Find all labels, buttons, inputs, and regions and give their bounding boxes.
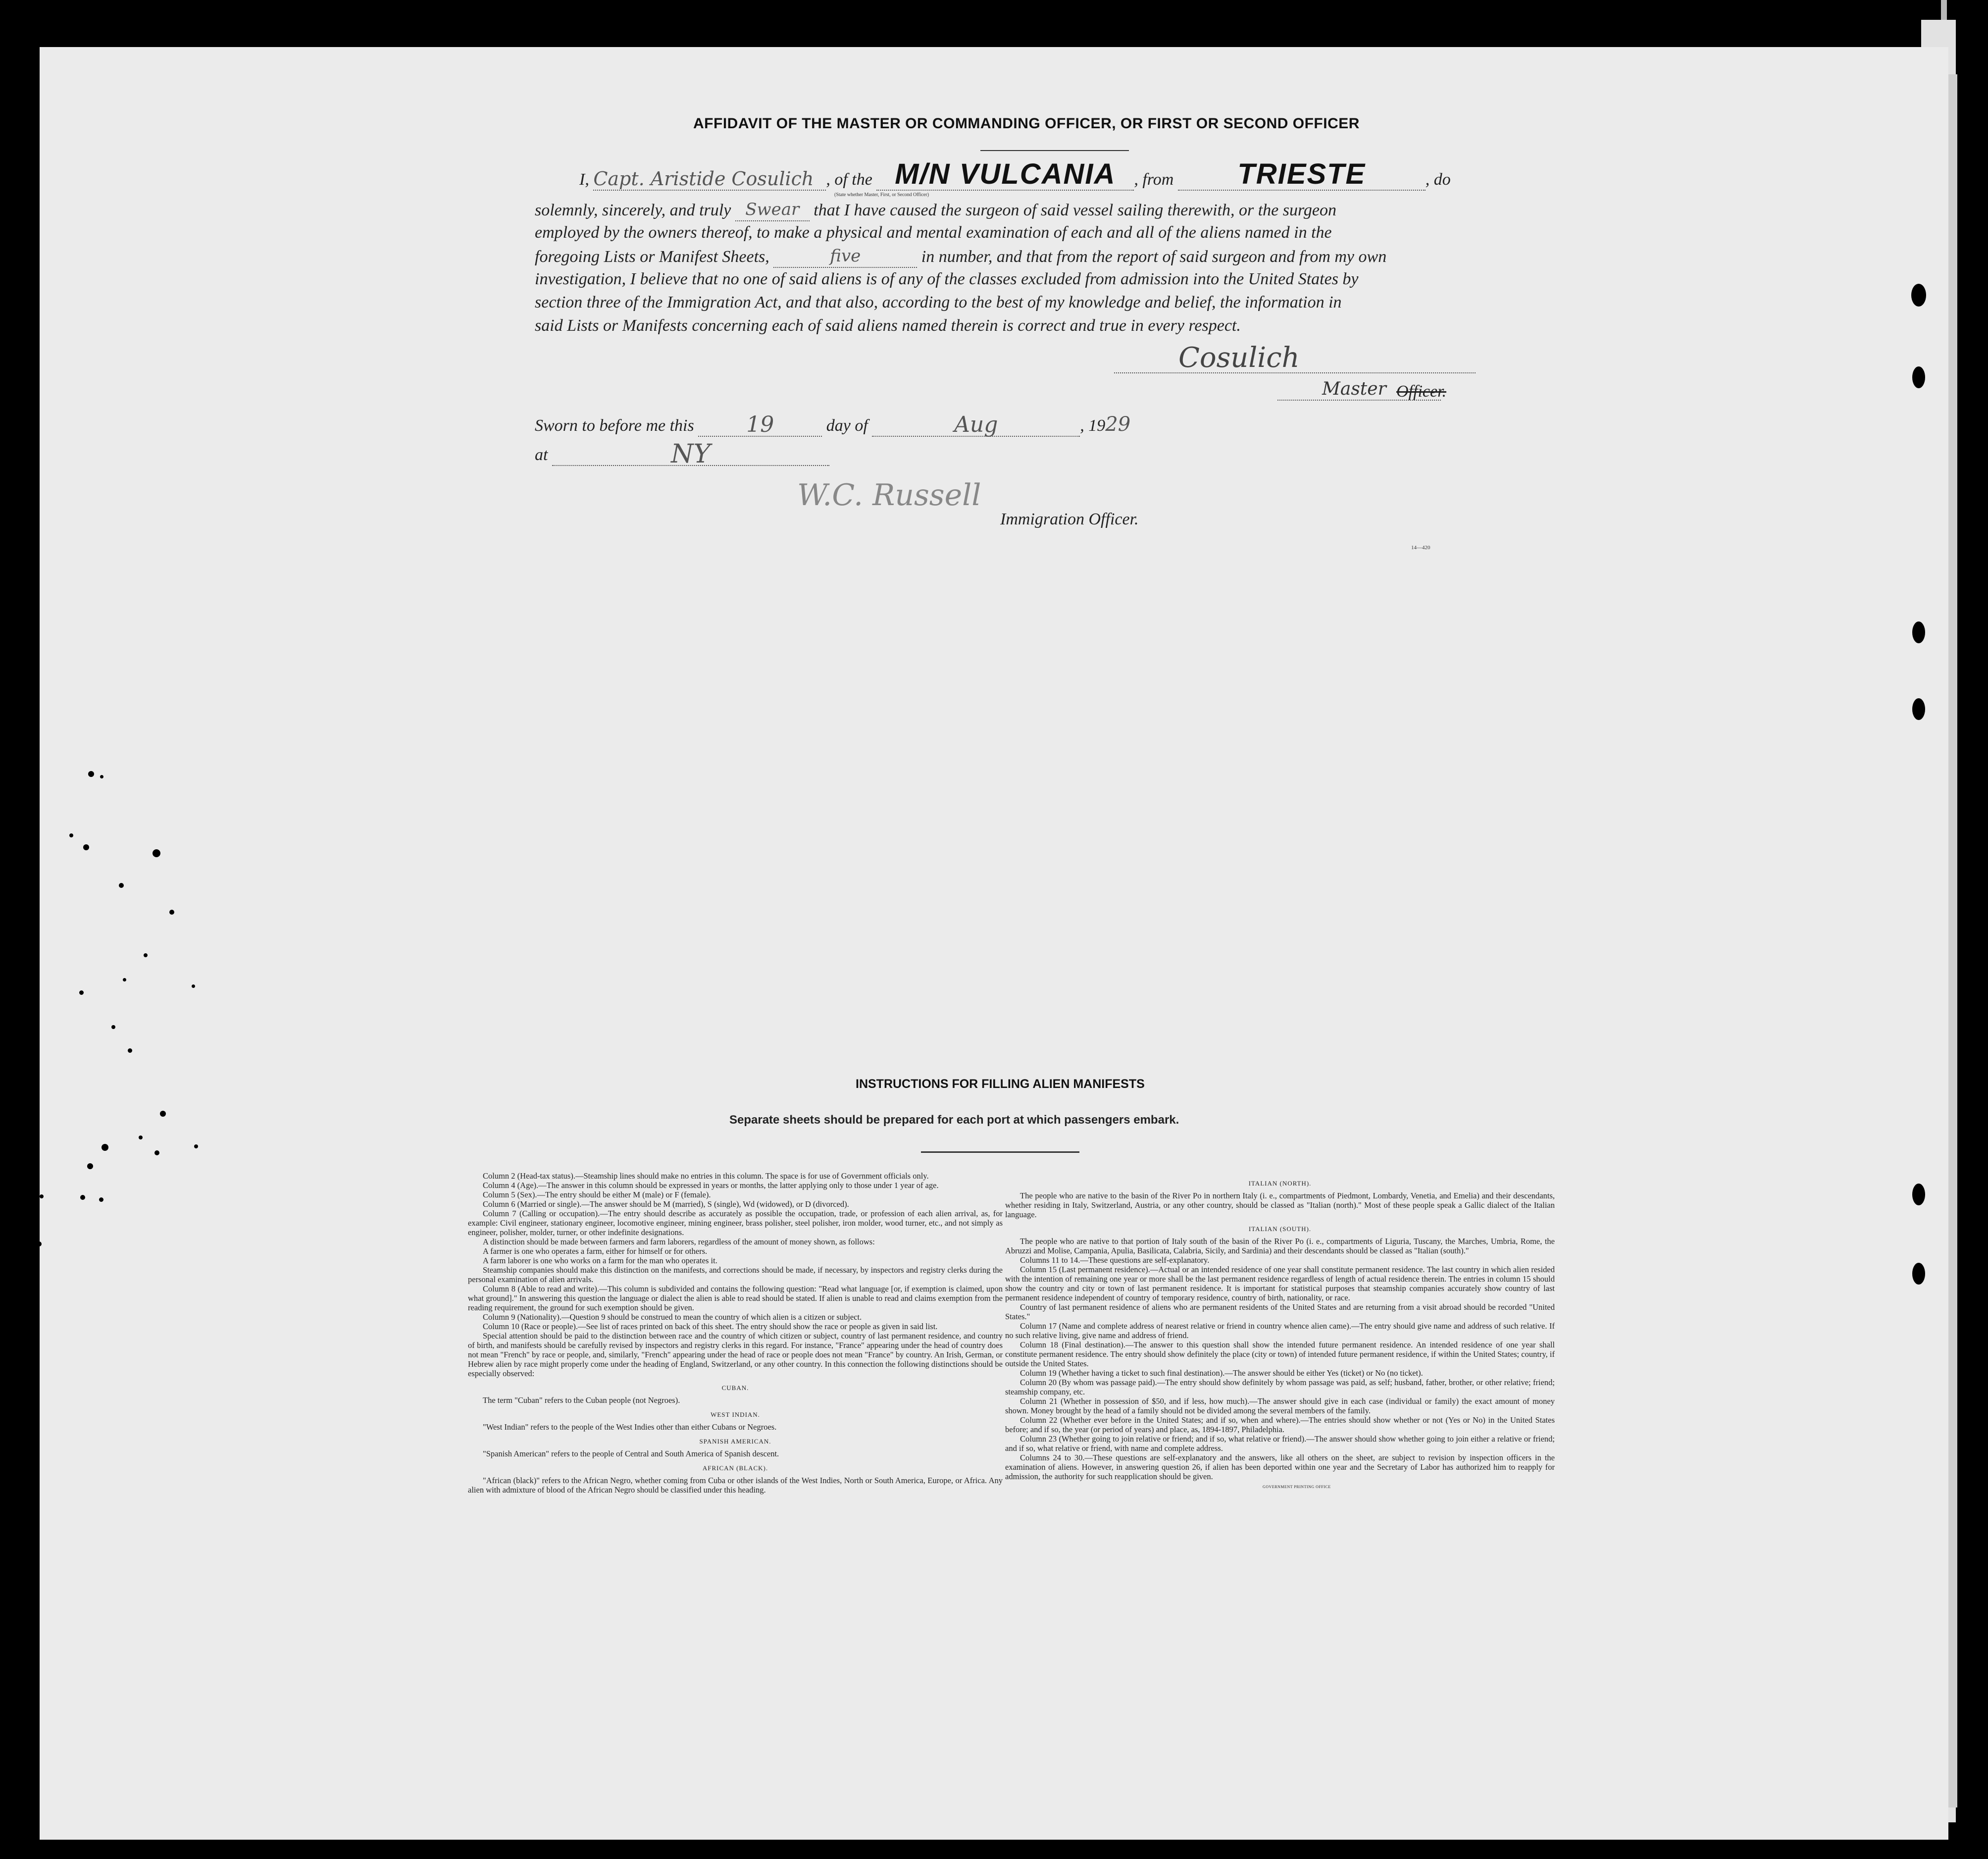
punch-hole [1911, 284, 1926, 307]
ink-speck [119, 883, 124, 888]
instruction-paragraph: Column 9 (Nationality).—Question 9 should be construed to mean the country of which alien is a citizen or subject. [483, 1312, 862, 1322]
instruction-paragraph: A distinction should be made between farmers and farm laborers, regardless of the amount of money shown, as follows: [483, 1237, 875, 1246]
document-page [40, 47, 1948, 1840]
punch-hole [1912, 1184, 1925, 1205]
punch-hole [1912, 621, 1925, 643]
affidavit-title: AFFIDAVIT OF THE MASTER OR COMMANDING OFFICER, OR FIRST OR SECOND OFFICER [693, 115, 1360, 132]
from-label: , from [1134, 170, 1174, 189]
instruction-paragraph: Column 7 (Calling or occupation).—The entry should describe as accurately as possible the occupation, trade, or profession of each alien arrival, as, for example: Civil engineer, stationary engineer, locomotive engineer, mining engineer, brass polisher, steel polisher, iron molder, wood turner, etc., and not simply as engineer, polisher, molder, turner, or other indefinite designations. [468, 1209, 1003, 1237]
year-field: 29 [1105, 413, 1131, 436]
punch-hole [1912, 1263, 1925, 1285]
officer-note: (State whether Master, First, or Second Officer) [834, 192, 929, 198]
master-signature: Cosulich [1178, 342, 1300, 374]
place-line: at NY [535, 443, 829, 466]
ink-speck [80, 1195, 85, 1200]
immigration-officer-label: Immigration Officer. [1000, 510, 1139, 528]
sworn-line: Sworn to before me this 19 day of Aug , 1929 [535, 412, 1131, 437]
instruction-paragraph: Column 15 (Last permanent residence).—Actual or an intended residence of one year shall constitute permanent residence. The last country in which alien resided with the intention of remaining one year or more shall be the last permanent residence regardless of length of actual residence therein. The entries in column 15 should show the country and city or town of last permanent residence. It is important for statistical purposes that steamship companies accurately show country of last permanent residence independent of country of temporary residence, country of birth, nationality, or race. [1005, 1265, 1555, 1302]
ink-speck [169, 910, 174, 915]
ink-speck [144, 953, 148, 957]
spanish-american-text: "Spanish American" refers to the people of Central and South America of Spanish descent. [483, 1449, 779, 1458]
affidavit-line-5: investigation, I believe that no one of said aliens is of any of the classes excluded from admission into the United States by [535, 270, 1359, 288]
instruction-paragraph: Column 22 (Whether ever before in the United States; and if so, when and where).—The entries should show whether or not (Yes or No) in the United States before; and if so, the year (or period of years) and place, as, 1894-1897, Philadelphia. [1005, 1415, 1555, 1434]
ink-speck [40, 1194, 44, 1198]
ink-speck [192, 984, 195, 988]
ink-speck [153, 849, 160, 857]
african-heading: AFRICAN (BLACK). [702, 1464, 768, 1472]
punch-hole [1912, 366, 1925, 388]
page-stack-edge [1948, 74, 1957, 1807]
ink-speck [194, 1144, 198, 1148]
instruction-paragraph: Country of last permanent residence of aliens who are permanent residents of the United States and are returning from a visit abroad should be recorded "United States." [1005, 1302, 1555, 1321]
ink-speck [139, 1136, 143, 1139]
ink-speck [100, 775, 103, 778]
west-indian-heading: WEST INDIAN. [711, 1411, 760, 1418]
ink-speck [128, 1048, 132, 1053]
of-the-label: , of the [826, 170, 872, 189]
instruction-paragraph: A farm laborer is one who works on a farm for the man who operates it. [483, 1256, 717, 1265]
title-rule [980, 150, 1129, 151]
punch-hole [1912, 698, 1925, 720]
instruction-paragraph: Column 19 (Whether having a ticket to such final destination).—The answer should be either Yes (ticket) or No (no ticket). [1020, 1368, 1423, 1378]
instructions-rule [921, 1151, 1079, 1153]
italian-south-text: The people who are native to that portion of Italy south of the basin of the River Po (i. e., compartments of Liguria, Tuscany, the Marches, Umbria, Rome, the Abruzzi and Molise, Campania, Apulia, Basilicata, Calabria, Sicily, and Sardinia) and their descendants should be classed as "Italian (south)." [1005, 1237, 1555, 1255]
italian-north-heading: ITALIAN (NORTH). [1248, 1180, 1312, 1187]
west-indian-text: "West Indian" refers to the people of the West Indies other than either Cubans or Negroes. [483, 1422, 777, 1432]
african-text: "African (black)" refers to the African Negro, whether coming from Cuba or other islands of the West Indies, North or South America, Europe, or Africa. Any alien with admixture of blood of the African Negro should be classified under this heading. [468, 1476, 1003, 1495]
do-label: , do [1425, 170, 1451, 189]
instruction-paragraph: Column 18 (Final destination).—The answer to this question shall show the intended future permanent residence. An intended residence of one year shall constitute permanent residence. The entry should show definitely the place (city or town) of intended future permanent residence, if within the United States; country, if outside the United States. [1005, 1340, 1555, 1368]
instruction-paragraph: Column 8 (Able to read and write).—This column is subdivided and contains the following question: "Read what language [or, if exemption is claimed, upon what ground]." In answering this question the language or dialect the alien is able to read should be stated. If alien is unable to read and claims exemption from the reading requirement, the ground for such exemption should be given. [468, 1284, 1003, 1312]
ink-speck [83, 844, 89, 850]
ink-speck [102, 1144, 108, 1151]
ink-speck [154, 1150, 159, 1155]
captain-name-field: Capt. Aristide Cosulich [593, 168, 826, 191]
instruction-paragraph: Column 20 (By whom was passage paid).—The entry should show definitely by whom passage was paid, as self; husband, father, brother, or other relative; friend; steamship company, etc. [1005, 1378, 1555, 1396]
affidavit-line-4: foregoing Lists or Manifest Sheets, five in number, and that from the report of said surgeon and from my own [535, 245, 1386, 268]
italian-north-text: The people who are native to the basin of the River Po in northern Italy (i. e., compartments of Piedmont, Lombardy, Venetia, and Emelia) and their descendants, whether residing in Italy, Switzerland, Austria, or any other country, should be classed as "Italian (north)." Most of these people speak a Gallic dialect of the Italian language. [1005, 1191, 1555, 1219]
instruction-paragraph: Column 23 (Whether going to join relative or friend; and if so, what relative or friend).—The answer should show whether going to join either a relative or friend; and if so, what relative or friend, with name and complete address. [1005, 1434, 1555, 1453]
instruction-paragraph: Columns 24 to 30.—These questions are self-explanatory and the answers, like all others on the sheet, are subject to revision by inspection officers in the examination of aliens. However, in answering question 26, if alien has been deported within one year and the Secretary of Labor has authorized him to reapply for admission, the authority for such reapplication should be given. [1005, 1453, 1555, 1481]
instruction-paragraph: A farmer is one who operates a farm, either for himself or for others. [483, 1246, 708, 1256]
instruction-paragraph: Column 2 (Head-tax status).—Steamship lines should make no entries in this column. The space is for use of Government officials only. [483, 1171, 929, 1181]
instruction-paragraph: Steamship companies should make this distinction on the manifests, and corrections should be made, if necessary, by inspectors and registry clerks during the personal examination of alien arrivals. [468, 1265, 1003, 1284]
instruction-paragraph: Columns 11 to 14.—These questions are self-explanatory. [1020, 1255, 1210, 1265]
oath-field: Swear [735, 199, 810, 221]
cuban-heading: CUBAN. [721, 1384, 749, 1392]
day-field: 19 [698, 414, 822, 437]
ink-speck [40, 1241, 42, 1246]
ink-speck [87, 1163, 93, 1169]
rank-master: Master [1322, 379, 1386, 399]
italian-south-heading: ITALIAN (SOUTH). [1248, 1225, 1312, 1233]
instruction-paragraph: Column 17 (Name and complete address of nearest relative or friend in country whence alien came).—The entry should give name and address of such relative. If no such relative living, give name and address of friend. [1005, 1321, 1555, 1340]
instructions-title: INSTRUCTIONS FOR FILLING ALIEN MANIFESTS [856, 1077, 1145, 1091]
month-field: Aug [872, 414, 1080, 437]
instructions-left-column [468, 1171, 1003, 1495]
form-number: 14—420 [1411, 545, 1430, 551]
ink-speck [69, 833, 73, 837]
instruction-paragraph: Column 4 (Age).—The answer in this column should be expressed in years or months, the latter applying only to those under 1 year of age. [483, 1181, 939, 1190]
ink-speck [111, 1025, 115, 1029]
i-label: I, [579, 170, 589, 189]
ink-speck [79, 990, 84, 995]
ink-speck [99, 1197, 103, 1202]
ink-speck [123, 978, 126, 981]
instructions-right-column [1005, 1179, 1555, 1492]
ink-speck [88, 771, 94, 777]
spanish-american-heading: SPANISH AMERICAN. [699, 1438, 771, 1445]
instructions-subtitle: Separate sheets should be prepared for each port at which passengers embark. [729, 1113, 1179, 1127]
sheets-count-field: five [773, 245, 917, 268]
ink-speck [160, 1111, 166, 1117]
printing-office-imprint: GOVERNMENT PRINTING OFFICE [1263, 1485, 1331, 1489]
port-name: TRIESTE [1237, 158, 1366, 190]
instruction-paragraph: Column 5 (Sex).—The entry should be either M (male) or F (female). [483, 1190, 711, 1199]
signature-line [1114, 372, 1476, 373]
instruction-paragraph: Special attention should be paid to the distinction between race and the country of which citizen or subject, country of last permanent residence, and country of birth, and manifests should be carefully revised by inspectors and registry clerks in this regard. For instance, "France" appearing under the head of country does not mean "French" by race or people, and, similarly, "French" appearing under the head of race or people does not mean "France" by country. An Irish, German, or Hebrew alien by race might properly come under the heading of England, Switzerland, or any other country. In this connection the following distinctions should be especially observed: [468, 1331, 1003, 1378]
instruction-paragraph: Column 6 (Married or single).—The answer should be M (married), S (single), Wd (widowed), or D (divorced). [483, 1199, 849, 1209]
affidavit-line-2: solemnly, sincerely, and truly Swear that I have caused the surgeon of said vessel sailing therewith, or the surgeon [535, 199, 1336, 221]
instruction-paragraph: Column 21 (Whether in possession of $50, and if less, how much).—The answer should give in each case (individual or family) the exact amount of money shown. Money brought by the head of a family should not be divided among the several members of the family. [1005, 1396, 1555, 1415]
affidavit-line-3: employed by the owners thereof, to make a physical and mental examination of each and all of the aliens named in the [535, 223, 1332, 242]
affidavit-line-7: said Lists or Manifests concerning each of said aliens named therein is correct and true in every respect. [535, 316, 1241, 335]
vessel-name: M/N VULCANIA [895, 158, 1116, 190]
affidavit-line-6: section three of the Immigration Act, and that also, according to the best of my knowledge and belief, the information in [535, 293, 1342, 311]
officer-label: Officer. [1396, 382, 1447, 401]
affidavit-line-1 [579, 158, 1520, 191]
immigration-officer-signature: W.C. Russell [797, 478, 981, 513]
cuban-text: The term "Cuban" refers to the Cuban people (not Negroes). [483, 1395, 680, 1405]
place-field: NY [552, 443, 829, 466]
instruction-paragraph: Column 10 (Race or people).—See list of races printed on back of this sheet. The entry should show the race or people as given in said list. [483, 1322, 938, 1331]
